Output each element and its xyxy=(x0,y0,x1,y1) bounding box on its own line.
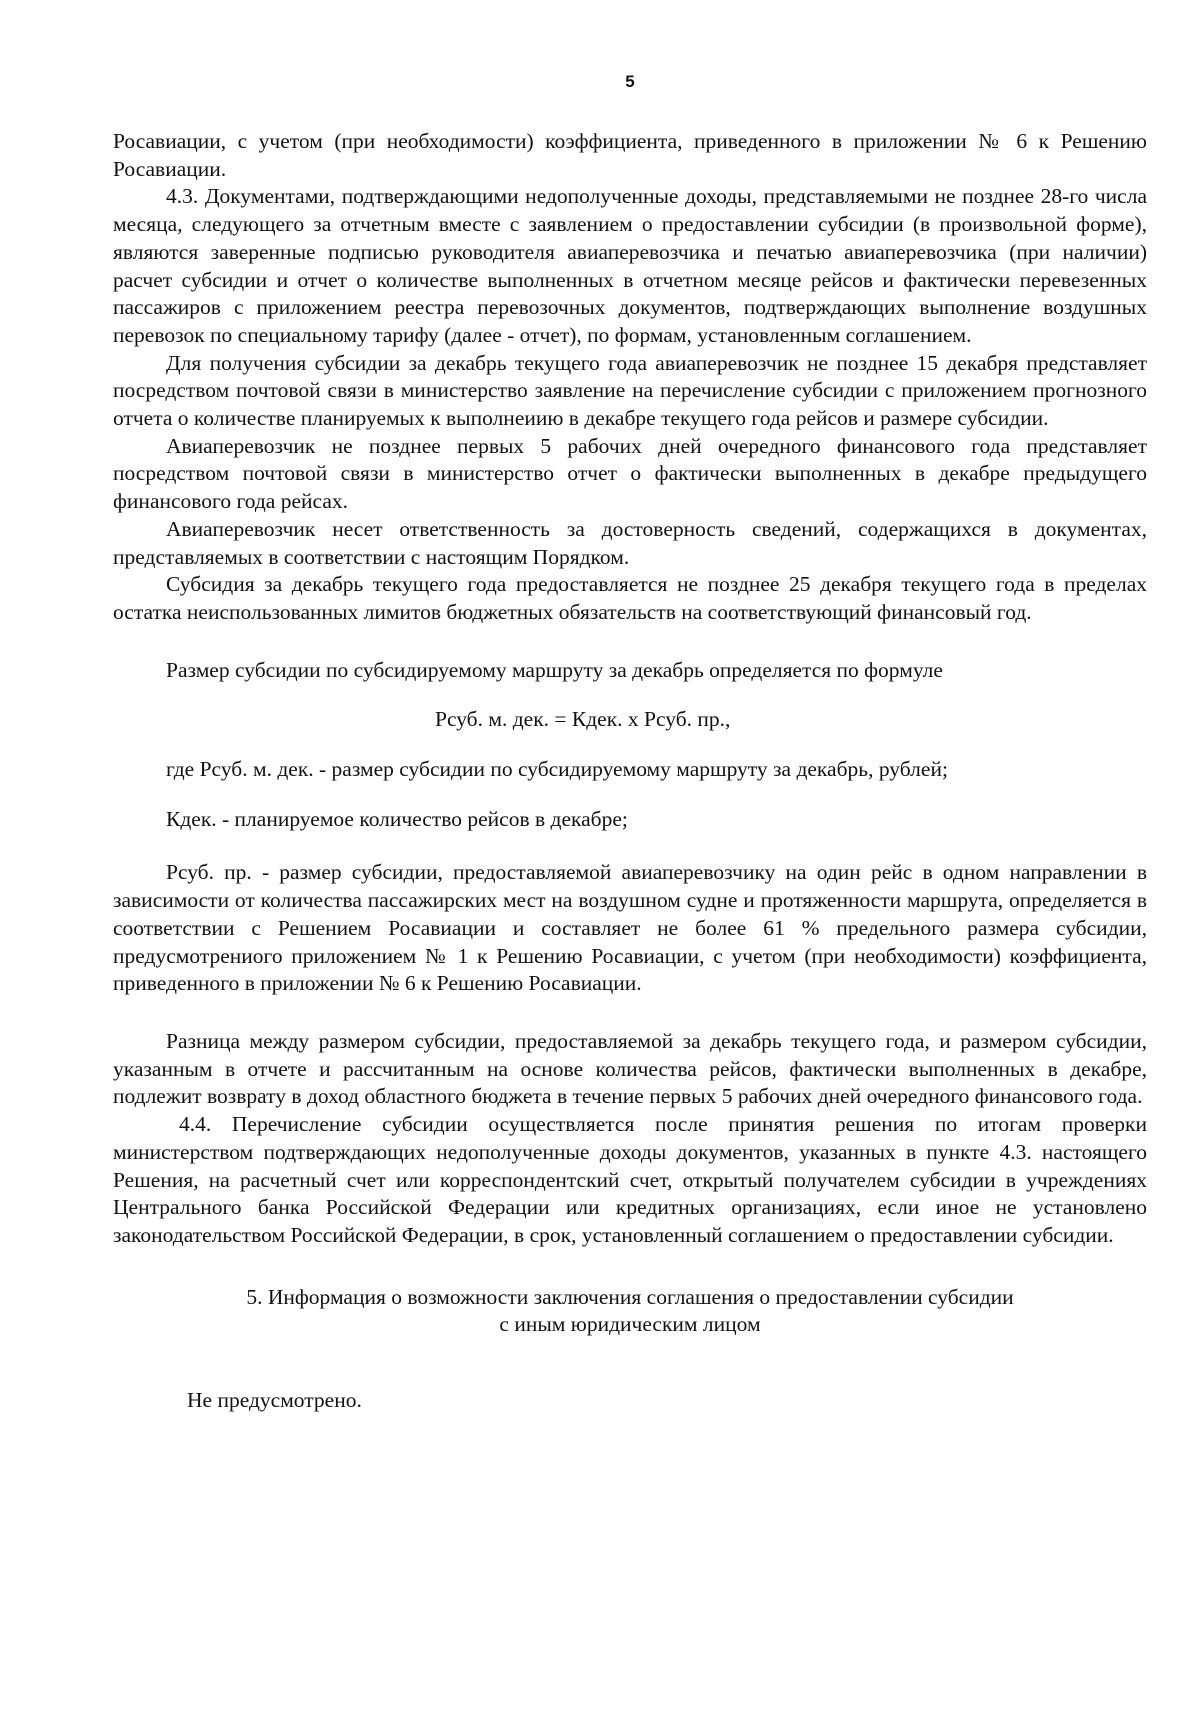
page-number: 5 xyxy=(625,72,635,91)
section-5-heading-line-1: 5. Информация о возможности заключения соглашения о предоставлении субсидии xyxy=(246,1284,1014,1309)
paragraph-formula-intro: Размер субсидии по субсидируемому маршруту за декабрь определяется по формуле xyxy=(166,657,943,682)
section-5-body: Не предусмотрено. xyxy=(187,1388,362,1413)
paragraph-formula-where: где Рсуб. м. дек. - размер субсидии по субсидируемому маршруту за декабрь, рублей; xyxy=(166,757,948,782)
paragraph-kdek-definition: Кдек. - планируемое количество рейсов в декабре; xyxy=(166,806,628,831)
paragraph-continuation: Росавиации, с учетом (при необходимости) коэффициента, приведенного в приложении № 6 к Решению Росавиации. xyxy=(113,129,1147,181)
section-5-heading-line-2: с иным юридическим лицом xyxy=(499,1312,761,1337)
document-body xyxy=(113,128,1147,1415)
paragraph-december-subsidy: Субсидия за декабрь текущего года предоставляется не позднее 25 декабря текущего года в пределах остатка неиспользованных лимитов бюджетных обязательств на соответствующий финансовый год. xyxy=(113,572,1147,624)
paragraph-december-report: Авиаперевозчик не позднее первых 5 рабочих дней очередного финансового года представляет посредством почтовой связи в министерство отчет о фактически выполненных в декабре предыдущего финансового года рейсах. xyxy=(113,433,1147,514)
formula: Рсуб. м. дек. = Кдек. х Рсуб. пр., xyxy=(435,707,731,732)
paragraph-difference-refund: Разница между размером субсидии, предоставляемой за декабрь текущего года, и размером субсидии, указанным в отчете и рассчитанным на основе количества рейсов, фактически выполненных в декабре, подлежит возврату в доход областного бюджета в течение первых 5 рабочих дней очередного финансового года. xyxy=(113,1028,1147,1109)
paragraph-rsub-definition: Рсуб. пр. - размер субсидии, предоставляемой авиаперевозчику на один рейс в одном направлении в зависимости от количества пассажирских мест на воздушном судне и протяженности маршрута, определяется в соответствии с Решением Росавиации и составляет не более 61 % предельного размера субсидии, предусмотрениого приложением № 1 к Решению Росавиации, с учетом (при необходимости) коэффициента, приведенного в приложении № 6 к Решению Росавиации. xyxy=(113,860,1147,996)
paragraph-4-4: 4.4. Перечисление субсидии осуществляется после принятия решения по итогам проверки министерством подтверждающих недополученные доходы документов, указанных в пункте 4.3. настоящего Решения, на расчетный счет или корреспондентский счет, открытый получателем субсидии в учреждениях Центрального банка Российской Федерации или кредитных организациях, если иное не установлено законодательством Российской Федерации, в срок, установленный соглашением о предоставлении субсидии. xyxy=(113,1112,1147,1247)
section-5-heading xyxy=(113,1284,1147,1339)
paragraph-december-application: Для получения субсидии за декабрь текущего года авиаперевозчик не позднее 15 декабря представляет посредством почтовой связи в министерство заявление на перечисление субсидии с приложением прогнозного отчета о количестве планируемых к выполнеиию в декабре текущего года рейсов и размере субсидии. xyxy=(113,350,1147,431)
paragraph-4-3: 4.3. Документами, подтверждающими недополученные доходы, представляемыми не позднее 28-го числа месяца, следующего за отчетным вместе с заявлением о предоставлении субсидии (в произвольной форме), являются заверенные подписью руководителя авиаперевозчика и печатью авиаперевозчика (при наличии) расчет субсидии и отчет о количестве выполненных в отчетном месяце рейсов и фактически перевезенных пассажиров с приложением реестра перевозочных документов, подтверждающих выполнение воздушных перевозок по специальному тарифу (далее - отчет), по формам, установленным соглашением. xyxy=(113,184,1147,347)
document-page xyxy=(113,0,1147,1720)
paragraph-responsibility: Авиаперевозчик несет ответственность за достоверность сведений, содержащихся в документах, представляемых в соответствии с настоящим Порядком. xyxy=(113,516,1147,569)
